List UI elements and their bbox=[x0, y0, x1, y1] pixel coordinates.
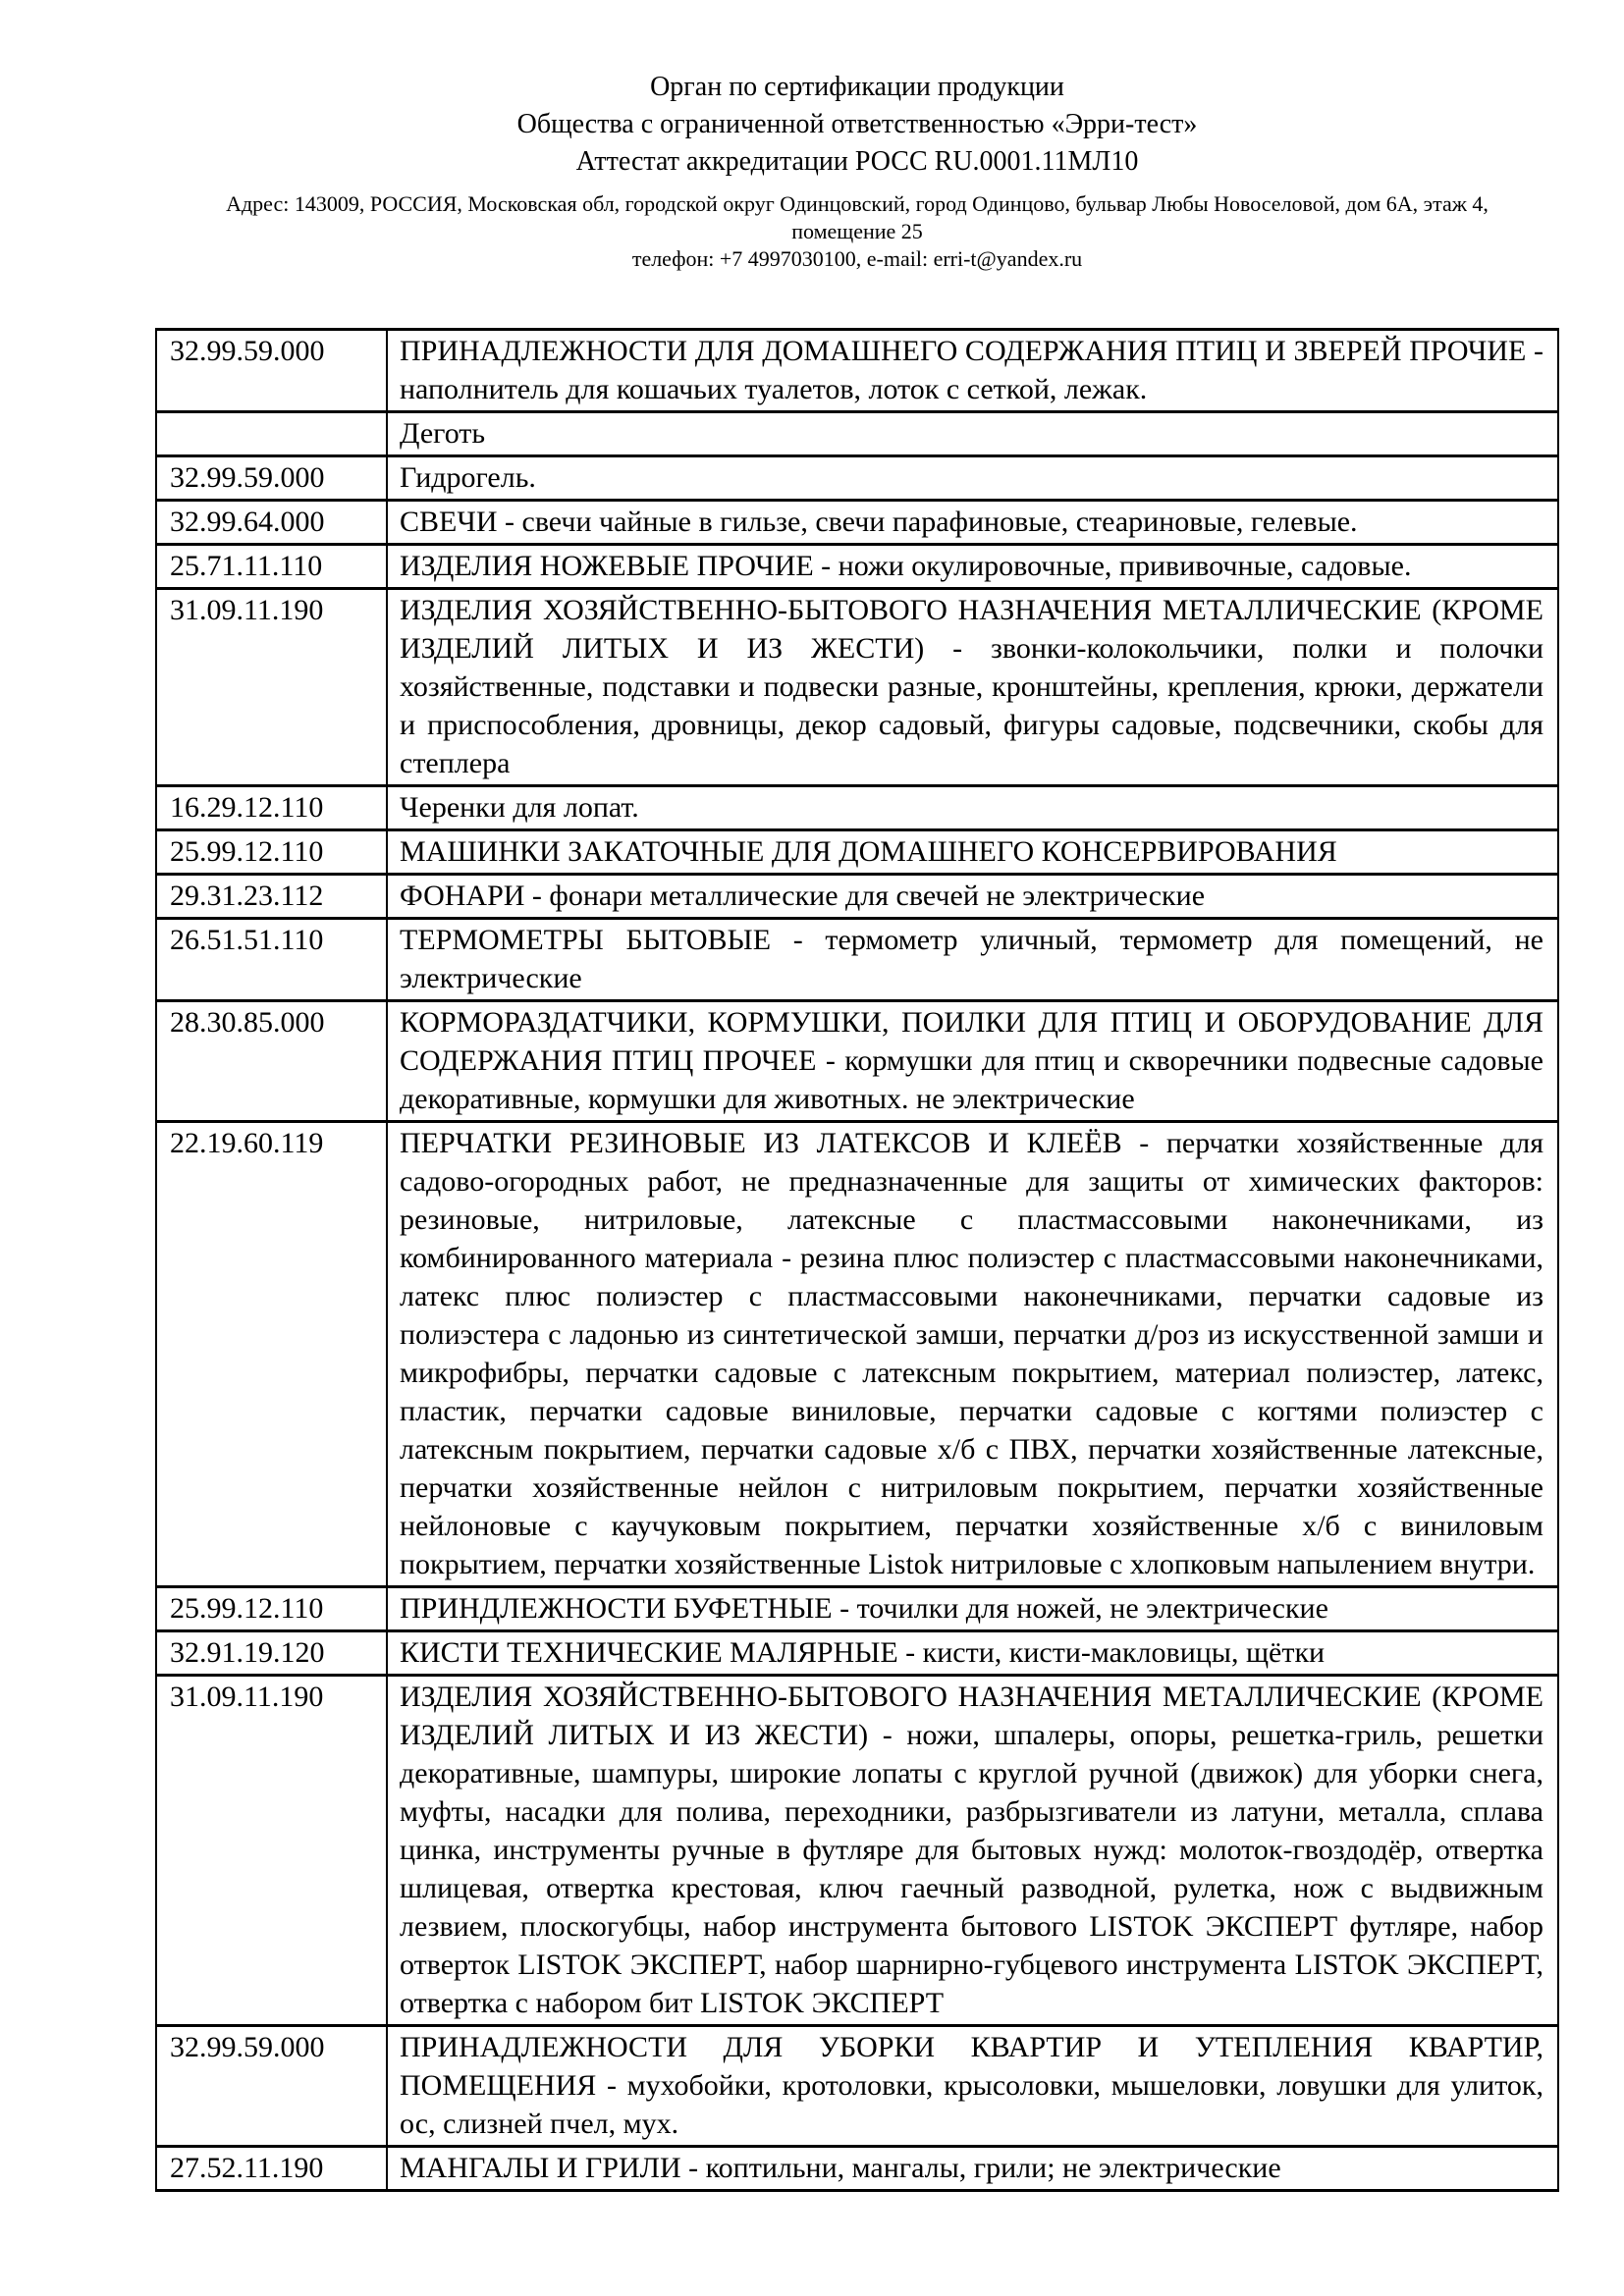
product-code-cell: 25.99.12.110 bbox=[156, 830, 387, 875]
product-description-cell: ПРИНАДЛЕЖНОСТИ ДЛЯ УБОРКИ КВАРТИР И УТЕПЛЕНИЯ КВАРТИР, ПОМЕЩЕНИЯ - мухобойки, кротоловки, крысоловки, мышеловки, ловушки для улиток, ос, слизней пчел, мух. bbox=[387, 2026, 1558, 2147]
product-code-cell: 32.91.19.120 bbox=[156, 1631, 387, 1676]
table-row bbox=[156, 919, 1558, 1001]
table-row bbox=[156, 545, 1558, 589]
product-description-cell: ТЕРМОМЕТРЫ БЫТОВЫЕ - термометр уличный, термометр для помещений, не электрические bbox=[387, 919, 1558, 1001]
table-row bbox=[156, 1587, 1558, 1631]
product-description-cell: ПРИНДЛЕЖНОСТИ БУФЕТНЫЕ - точилки для ножей, не электрические bbox=[387, 1587, 1558, 1631]
document-content bbox=[155, 69, 1559, 2192]
product-description-cell: ПЕРЧАТКИ РЕЗИНОВЫЕ ИЗ ЛАТЕКСОВ И КЛЕЁВ - перчатки хозяйственные для садово-огородных работ, не предназначенные для защиты от химических факторов: резиновые, нитриловые, латексные с пластмассовыми наконечниками, из комбинированного материала - резина плюс полиэстер с пластмассовыми наконечниками, латекс плюс полиэстер с пластмассовыми наконечниками, перчатки садовые из полиэстера с ладонью из синтетической замши, перчатки д/роз из искусственной замши и микрофибры, перчатки садовые с латексным покрытием, материал полиэстер, латекс, пластик, перчатки садовые виниловые, перчатки садовые с когтями полиэстер с латексным покрытием, перчатки садовые х/б с ПВХ, перчатки хозяйственные латексные, перчатки хозяйственные нейлон с нитриловым покрытием, перчатки хозяйственные нейлоновые с каучуковым покрытием, перчатки хозяйственные х/б с виниловым покрытием, перчатки хозяйственные Listok нитриловые с хлопковым напылением внутри. bbox=[387, 1122, 1558, 1587]
accreditation-number: Аттестат аккредитации РОСС RU.0001.11МЛ10 bbox=[575, 146, 1139, 177]
products-table bbox=[155, 328, 1559, 2192]
table-row bbox=[156, 1122, 1558, 1587]
table-row bbox=[156, 875, 1558, 919]
contact-line: телефон: +7 4997030100, e-mail: erri-t@yandex.ru bbox=[631, 246, 1083, 271]
product-description-cell: МАШИНКИ ЗАКАТОЧНЫЕ ДЛЯ ДОМАШНЕГО КОНСЕРВИРОВАНИЯ bbox=[387, 830, 1558, 875]
product-description-cell: ФОНАРИ - фонари металлические для свечей не электрические bbox=[387, 875, 1558, 919]
address-line-1: Адрес: 143009, РОССИЯ, Московская обл, городской округ Одинцовский, город Одинцово, бульвар Любы Новоселовой, дом 6А, этаж 4, bbox=[226, 191, 1489, 216]
product-code-cell: 26.51.51.110 bbox=[156, 919, 387, 1001]
table-row bbox=[156, 501, 1558, 545]
product-code-cell: 31.09.11.190 bbox=[156, 589, 387, 786]
product-description-cell: МАНГАЛЫ И ГРИЛИ - коптильни, мангалы, грили; не электрические bbox=[387, 2147, 1558, 2191]
product-code-cell: 28.30.85.000 bbox=[156, 1001, 387, 1122]
table-row bbox=[156, 456, 1558, 501]
product-code-cell: 32.99.59.000 bbox=[156, 2026, 387, 2147]
table-row bbox=[156, 1631, 1558, 1676]
address-block bbox=[155, 190, 1559, 273]
organization-name: Общества с ограниченной ответственностью «Эрри-тест» bbox=[516, 109, 1198, 139]
document-header bbox=[155, 69, 1559, 273]
product-description-cell: ИЗДЕЛИЯ ХОЗЯЙСТВЕННО-БЫТОВОГО НАЗНАЧЕНИЯ МЕТАЛЛИЧЕСКИЕ (КРОМЕ ИЗДЕЛИЙ ЛИТЫХ И ИЗ ЖЕСТИ) - ножи, шпалеры, опоры, решетка-гриль, решетки декоративные, шампуры, широкие лопаты с круглой ручной (движок) для уборки снега, муфты, насадки для полива, переходники, разбрызгиватели из латуни, металла, сплава цинка, инструменты ручные в футляре для бытовых нужд: молоток-гвоздодёр, отвертка шлицевая, отвертка крестовая, ключ гаечный разводной, рулетка, нож с выдвижным лезвием, плоскогубцы, набор инструмента бытового LISTOK ЭКСПЕРТ футляре, набор отверток LISTOK ЭКСПЕРТ, набор шарнирно-губцевого инструмента LISTOK ЭКСПЕРТ, отвертка с набором бит LISTOK ЭКСПЕРТ bbox=[387, 1676, 1558, 2026]
address-line-2: помещение 25 bbox=[791, 219, 923, 243]
product-description-cell: КОРМОРАЗДАТЧИКИ, КОРМУШКИ, ПОИЛКИ ДЛЯ ПТИЦ И ОБОРУДОВАНИЕ ДЛЯ СОДЕРЖАНИЯ ПТИЦ ПРОЧЕЕ - кормушки для птиц и скворечники подвесные садовые декоративные, кормушки для животных. не электрические bbox=[387, 1001, 1558, 1122]
table-row bbox=[156, 786, 1558, 830]
product-description-cell: ИЗДЕЛИЯ НОЖЕВЫЕ ПРОЧИЕ - ножи окулировочные, прививочные, садовые. bbox=[387, 545, 1558, 589]
certification-body-title: Орган по сертификации продукции bbox=[650, 72, 1064, 102]
product-description-cell: ПРИНАДЛЕЖНОСТИ ДЛЯ ДОМАШНЕГО СОДЕРЖАНИЯ ПТИЦ И ЗВЕРЕЙ ПРОЧИЕ - наполнитель для кошачьих туалетов, лоток с сеткой, лежак. bbox=[387, 330, 1558, 412]
table-row bbox=[156, 1676, 1558, 2026]
table-row bbox=[156, 589, 1558, 786]
product-description-cell: Гидрогель. bbox=[387, 456, 1558, 501]
product-code-cell: 32.99.59.000 bbox=[156, 330, 387, 412]
product-code-cell bbox=[156, 412, 387, 456]
product-code-cell: 32.99.64.000 bbox=[156, 501, 387, 545]
product-code-cell: 29.31.23.112 bbox=[156, 875, 387, 919]
table-row bbox=[156, 2026, 1558, 2147]
table-row bbox=[156, 830, 1558, 875]
product-description-cell: ИЗДЕЛИЯ ХОЗЯЙСТВЕННО-БЫТОВОГО НАЗНАЧЕНИЯ МЕТАЛЛИЧЕСКИЕ (КРОМЕ ИЗДЕЛИЙ ЛИТЫХ И ИЗ ЖЕСТИ) - звонки-колокольчики, полки и полочки хозяйственные, подставки и подвески разные, кронштейны, крепления, крюки, держатели и приспособления, дровницы, декор садовый, фигуры садовые, подсвечники, скобы для степлера bbox=[387, 589, 1558, 786]
product-code-cell: 32.99.59.000 bbox=[156, 456, 387, 501]
table-row bbox=[156, 1001, 1558, 1122]
product-code-cell: 25.99.12.110 bbox=[156, 1587, 387, 1631]
table-row bbox=[156, 412, 1558, 456]
product-code-cell: 22.19.60.119 bbox=[156, 1122, 387, 1587]
product-code-cell: 27.52.11.190 bbox=[156, 2147, 387, 2191]
product-code-cell: 25.71.11.110 bbox=[156, 545, 387, 589]
table-row bbox=[156, 2147, 1558, 2191]
product-code-cell: 31.09.11.190 bbox=[156, 1676, 387, 2026]
table-row bbox=[156, 330, 1558, 412]
product-description-cell: СВЕЧИ - свечи чайные в гильзе, свечи парафиновые, стеариновые, гелевые. bbox=[387, 501, 1558, 545]
product-code-cell: 16.29.12.110 bbox=[156, 786, 387, 830]
product-description-cell: Деготь bbox=[387, 412, 1558, 456]
product-description-cell: Черенки для лопат. bbox=[387, 786, 1558, 830]
product-description-cell: КИСТИ ТЕХНИЧЕСКИЕ МАЛЯРНЫЕ - кисти, кисти-макловицы, щётки bbox=[387, 1631, 1558, 1676]
